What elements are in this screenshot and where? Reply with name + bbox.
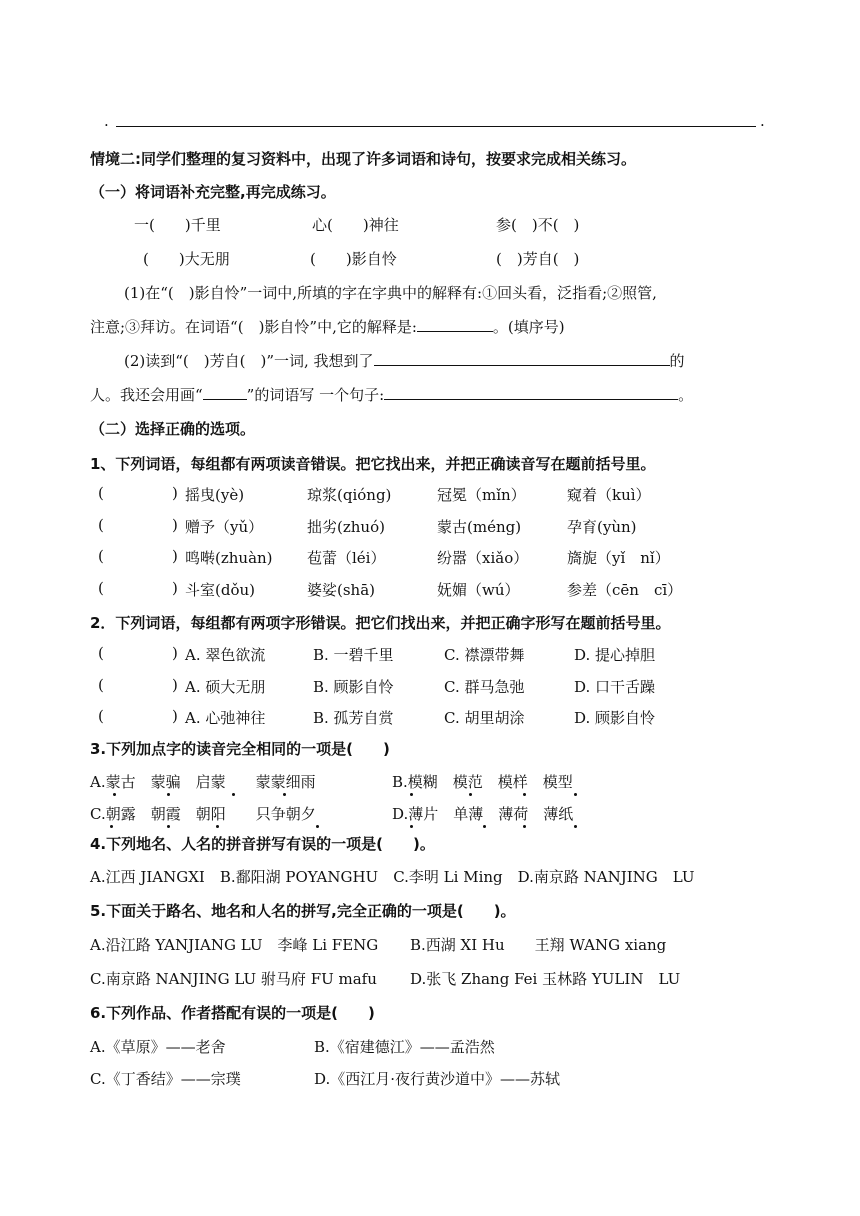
q4-title: 4.下列地名、人名的拼音拼写有误的一项是( )。 xyxy=(90,835,435,853)
q3-option-d: D.薄片 单薄 薄荷 薄纸 xyxy=(392,805,574,823)
q3-option-b: B.模糊 模范 模样 模型 xyxy=(392,773,573,791)
q2-line1-end: 的 xyxy=(669,352,685,370)
pinyin-word: 斗室(dǒu) xyxy=(185,581,255,599)
answer-paren-close: ) xyxy=(172,707,178,725)
answer-paren-close: ) xyxy=(172,644,178,662)
answer-blank[interactable] xyxy=(108,676,170,694)
answer-paren-open: ( xyxy=(98,484,104,502)
answer-blank[interactable] xyxy=(108,484,170,502)
q6-option-a: A.《草原》——老舍 xyxy=(90,1038,226,1056)
answer-paren-close: ) xyxy=(172,484,178,502)
q3-title: 3.下列加点字的读音完全相同的一项是( ) xyxy=(90,740,390,758)
glyph-option: C. 胡里胡涂 xyxy=(444,709,525,727)
pinyin-word: 婆娑(shā) xyxy=(307,581,376,599)
answer-paren-close: ) xyxy=(172,579,178,597)
q6-option-d: D.《西江月·夜行黄沙道中》——苏轼 xyxy=(314,1070,561,1088)
emphasis-dot xyxy=(523,793,526,796)
glyph-option: C. 襟漂带舞 xyxy=(444,646,525,664)
pinyin-word: 冠冕（mǐn） xyxy=(437,486,526,504)
fill-word-6: ( )芳自( ) xyxy=(496,250,580,268)
glyph-option: B. 顾影自怜 xyxy=(313,678,394,696)
pinyin-word: 赠予（yǔ） xyxy=(185,518,264,536)
emphasis-dot xyxy=(216,825,219,828)
emphasis-dot xyxy=(574,793,577,796)
answer-paren-open: ( xyxy=(98,707,104,725)
q5-option-a: A.沿江路 YANJIANG LU 李峰 Li FENG xyxy=(90,936,379,954)
fill-word-3: 参( )不( ) xyxy=(496,216,580,234)
q4-options: A.江西 JIANGXI B.鄱阳湖 POYANGHU C.李明 Li Ming D.南京路 NANJING LU xyxy=(90,868,695,886)
part1-heading: （一）将词语补充完整,再完成练习。 xyxy=(90,183,336,201)
scenario-heading: 情境二:同学们整理的复习资料中，出现了许多词语和诗句，按要求完成相关练习。 xyxy=(90,150,637,168)
glyph-option: C. 群马急弛 xyxy=(444,678,525,696)
top-line-dot-left: . xyxy=(104,112,109,130)
q2-line2 xyxy=(90,384,693,405)
emphasis-dot xyxy=(283,793,286,796)
q-pinyin-title: 1、下列词语，每组都有两项读音错误。把它找出来，并把正确读音写在题前括号里。 xyxy=(90,455,656,473)
answer-paren-close: ) xyxy=(172,676,178,694)
answer-paren-open: ( xyxy=(98,547,104,565)
emphasis-dot xyxy=(167,793,170,796)
answer-paren-open: ( xyxy=(98,579,104,597)
q1-tail: 。(填序号) xyxy=(492,318,565,336)
pinyin-word: 纷嚣（xiǎo） xyxy=(437,549,529,567)
fill-word-1: 一( )千里 xyxy=(134,216,221,234)
q1-answer-blank[interactable] xyxy=(417,317,493,332)
answer-blank[interactable] xyxy=(108,707,170,725)
glyph-option: B. 一碧千里 xyxy=(313,646,394,664)
answer-paren-close: ) xyxy=(172,516,178,534)
pinyin-word: 摇曳(yè) xyxy=(185,486,245,504)
q5-option-c: C.南京路 NANJING LU 驸马府 FU mafu xyxy=(90,970,377,988)
emphasis-dot xyxy=(469,793,472,796)
q2-answer-blank-1[interactable] xyxy=(374,351,670,366)
q5-title: 5.下面关于路名、地名和人名的拼写,完全正确的一项是( )。 xyxy=(90,902,516,920)
q5-option-d: D.张飞 Zhang Fei 玉林路 YULIN LU xyxy=(410,970,681,988)
emphasis-dot xyxy=(574,825,577,828)
q5-option-b: B.西湖 XI Hu 王翔 WANG xiang xyxy=(410,936,667,954)
glyph-option: B. 孤芳自赏 xyxy=(313,709,394,727)
glyph-option: A. 硕大无朋 xyxy=(185,678,266,696)
q6-title: 6.下列作品、作者搭配有误的一项是( ) xyxy=(90,1004,375,1022)
pinyin-word: 窥着（kuì） xyxy=(567,486,651,504)
emphasis-dot xyxy=(483,825,486,828)
pinyin-word: 参差（cēn cī） xyxy=(567,581,683,599)
q2-answer-blank-2[interactable] xyxy=(203,385,247,400)
emphasis-dot xyxy=(410,825,413,828)
fill-word-4: ( )大无朋 xyxy=(143,250,230,268)
top-line-dot-right: . xyxy=(760,112,765,130)
pinyin-word: 拙劣(zhuó) xyxy=(307,518,385,536)
answer-paren-close: ) xyxy=(172,547,178,565)
pinyin-word: 蒙古(méng) xyxy=(437,518,522,536)
emphasis-dot xyxy=(316,825,319,828)
part2-heading: （二）选择正确的选项。 xyxy=(90,420,256,438)
emphasis-dot xyxy=(232,793,235,796)
glyph-option: D. 口干舌躁 xyxy=(574,678,656,696)
q-glyph-title: 2．下列词语，每组都有两项字形错误。把它们找出来，并把正确字形写在题前括号里。 xyxy=(90,614,671,632)
answer-paren-open: ( xyxy=(98,676,104,694)
answer-paren-open: ( xyxy=(98,516,104,534)
answer-blank[interactable] xyxy=(108,547,170,565)
pinyin-word: 孕育(yùn) xyxy=(567,518,637,536)
pinyin-word: 苞蕾（léi） xyxy=(307,549,386,567)
q2-line1 xyxy=(124,350,685,371)
glyph-option: A. 翠色欲流 xyxy=(185,646,266,664)
answer-blank[interactable] xyxy=(108,516,170,534)
answer-blank[interactable] xyxy=(108,579,170,597)
q1-line1: (1)在“( )影自怜”一词中,所填的字在字典中的解释有:①回头看，泛指看;②照管, xyxy=(124,284,657,302)
q3-option-c: C.朝露 朝霞 朝阳 只争朝夕 xyxy=(90,805,316,823)
q2-line1-text: (2)读到“( )芳自( )”一词, 我想到了 xyxy=(124,352,374,370)
top-answer-line[interactable] xyxy=(116,126,756,127)
emphasis-dot xyxy=(113,793,116,796)
emphasis-dot xyxy=(523,825,526,828)
glyph-option: A. 心弛神往 xyxy=(185,709,266,727)
pinyin-word: 琼浆(qióng) xyxy=(307,486,392,504)
fill-word-2: 心( )神往 xyxy=(312,216,399,234)
emphasis-dot xyxy=(410,793,413,796)
emphasis-dot xyxy=(110,825,113,828)
answer-blank[interactable] xyxy=(108,644,170,662)
emphasis-dot xyxy=(167,825,170,828)
pinyin-word: 妩媚（wú） xyxy=(437,581,520,599)
pinyin-word: 鸣啭(zhuàn) xyxy=(185,549,273,567)
q1-line2-text: 注意;③拜访。在词语“( )影自怜”中,它的解释是: xyxy=(90,318,417,336)
q1-line2 xyxy=(90,316,565,337)
q6-option-b: B.《宿建德江》——孟浩然 xyxy=(314,1038,495,1056)
fill-word-5: ( )影自怜 xyxy=(310,250,397,268)
q6-option-c: C.《丁香结》——宗璞 xyxy=(90,1070,241,1088)
q2-line2-text-b: ”的词语写 一个句子: xyxy=(246,386,385,404)
q2-line2-end: 。 xyxy=(678,386,694,404)
q2-answer-blank-3[interactable] xyxy=(384,385,678,400)
pinyin-word: 旖旎（yǐ nǐ） xyxy=(567,549,670,567)
q2-line2-text-a: 人。我还会用画“ xyxy=(90,386,203,404)
glyph-option: D. 顾影自怜 xyxy=(574,709,656,727)
answer-paren-open: ( xyxy=(98,644,104,662)
glyph-option: D. 提心掉胆 xyxy=(574,646,656,664)
q3-option-a: A.蒙古 蒙骗 启蒙 蒙蒙细雨 xyxy=(90,773,316,791)
